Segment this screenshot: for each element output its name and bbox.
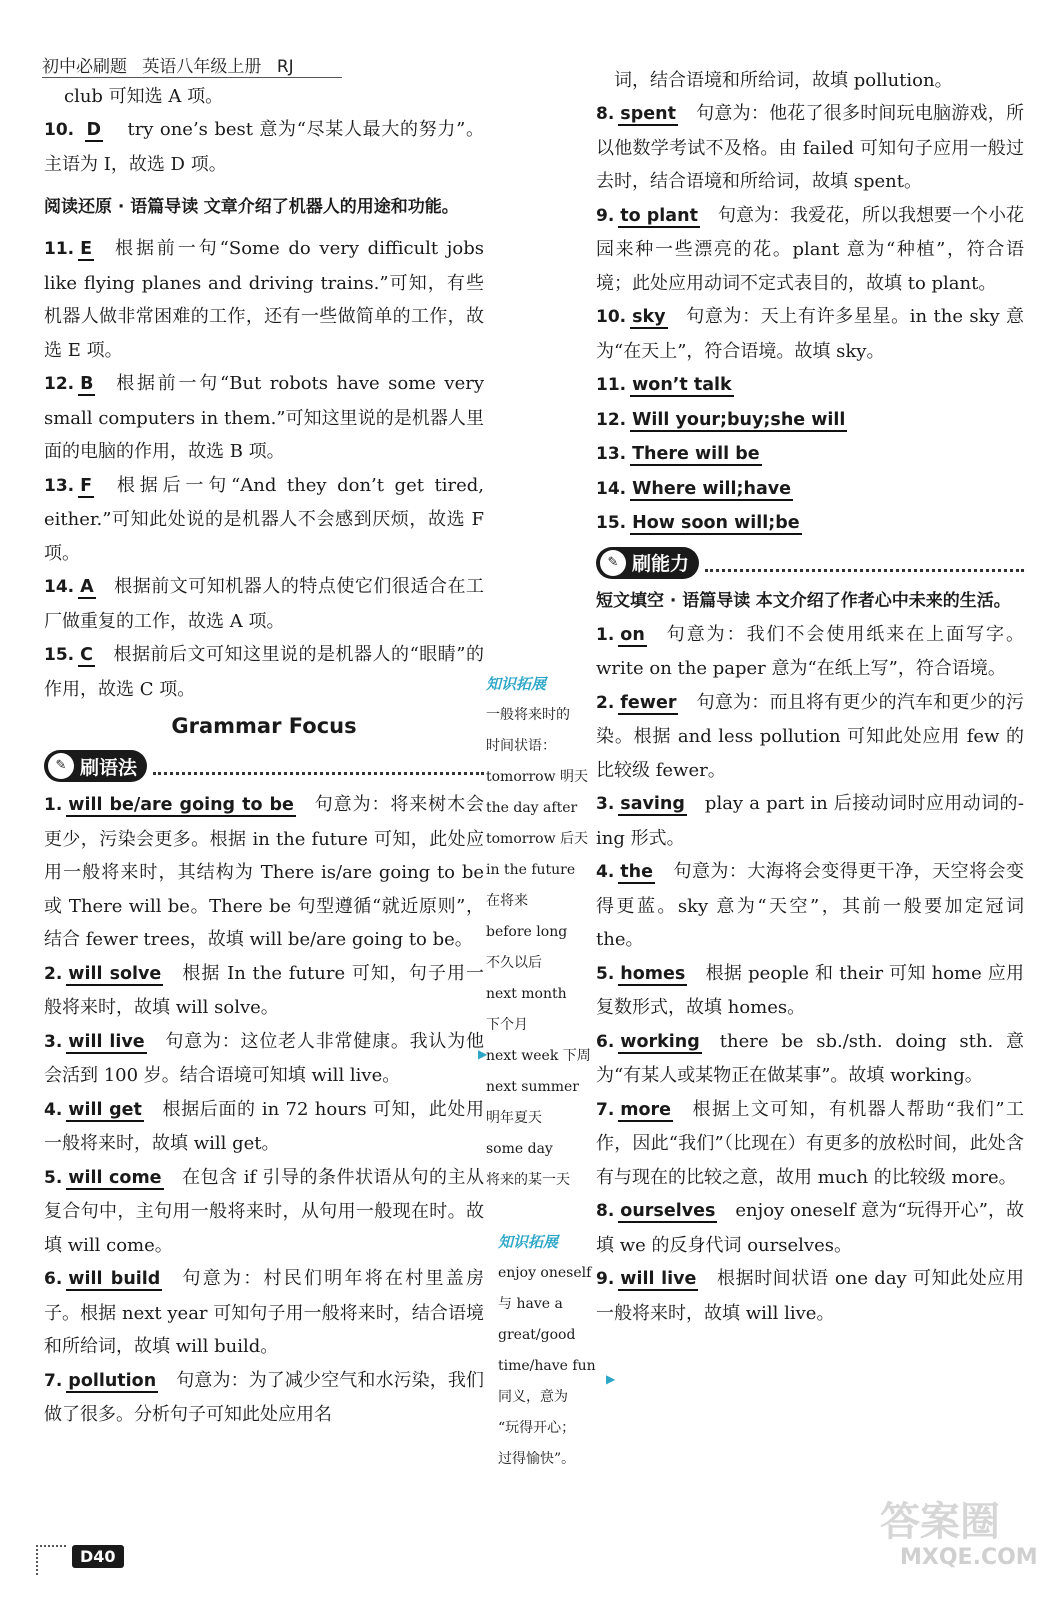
answer-key: There will be [632,444,760,464]
answer-key: will get [68,1099,142,1120]
answer-key: the [620,862,653,882]
answer-item: 7. pollution 句意为：为了减少空气和水污染，我们做了很多。分析句子可知此处应用名 [44,1369,484,1425]
side-note-title: 知识拓展 [486,675,547,693]
side-note-future-tense: 知识拓展 一般将来时的 时间状语： tomorrow 明天 the day after tomorrow 后天 in the future 在将来 before long 不久以后 next month 下个月 next week 下周 next summer 明年夏天 some day 将来的某一天 [486,672,592,1196]
answer-key: homes [620,963,686,984]
answer-key: on [620,624,645,645]
answer-item: 1. on 句意为：我们不会使用纸来在上面写字。write on the paper 意为“在纸上写”，符合语境。 [596,623,1024,679]
dotted-rule [705,554,1024,572]
answer-item: 14. Where will;have [596,478,792,499]
answer-item: 14. A 根据前文可知机器人的特点使它们很适合在工厂做重复的工作，故选 A 项。 [44,576,484,632]
answer-key: ourselves [620,1201,716,1221]
answer-item: 2. fewer 句意为：而且将有更少的汽车和更少的污染。根据 and less pollution 可知此处应用 few 的比较级 fewer。 [596,691,1024,781]
answer-key: will live [68,1031,145,1052]
answer-item: 15. C 根据前后文可知这里说的是机器人的“眼睛”的作用，故选 C 项。 [44,644,484,700]
answer-key: will build [68,1269,161,1289]
dotted-rule [153,757,484,775]
answer-key: sky [632,307,666,327]
subject-title: 英语八年级上册 [142,57,262,77]
answer-item: 1. will be/are going to be 句意为：将来树木会更少，污染会更多。根据 in the future 可知，此处应用一般将来时，其结构为 There is/are going to be 或 There will be。There be 句型遵循“就近原则”，结合 fewer trees，故填 will be/are going to be。 [44,794,484,950]
pointer-arrow-icon: ▶ [478,1047,488,1061]
answer-key: will solve [68,963,162,984]
edition-label: RJ [276,57,294,77]
answer-key: working [620,1031,700,1052]
watermark-logo: 答案圈 [880,1499,1000,1545]
section-heading-cloze: 短文填空 · 语篇导读 本文介绍了作者心中未来的生活。 [596,590,1011,611]
side-note-enjoy-oneself: 知识拓展 enjoy oneself 与 have a great/good time/have fun 同义，意为 “玩得开心； 过得愉快”。 [498,1230,598,1475]
answer-key: D [86,120,102,140]
answer-key: will be/are going to be [68,795,294,815]
answer-item: 8. spent 句意为：他花了很多时间玩电脑游戏，所以他数学考试不及格。由 failed 可知句子应用一般过去时，结合语境和所给词，故填 spent。 [596,103,1024,192]
answer-item: 5. will come 在包含 if 引导的条件状语从句的主从复合句中，主句用一般将来时，从句用一般现在时。故填 will come。 [44,1166,484,1256]
answer-key: spent [620,104,676,124]
answer-item: 9. will live 根据时间状语 one day 可知此处应用一般将来时，故填 will live。 [596,1268,1024,1324]
side-note-title: 知识拓展 [498,1233,559,1251]
answer-item: 11. E 根据前一句“Some do very difficult jobs like flying planes and driving trains.”可知，有些机器人做非常困难的工作，还有一些做简单的工作，故选 E 项。 [44,238,484,361]
answer-item: 13. There will be [596,444,760,464]
page-corner-mark [36,1545,66,1575]
answer-item: 4. will get 根据后面的 in 72 hours 可知，此处用一般将来时，故填 will get。 [44,1098,484,1154]
answer-key: fewer [620,692,677,713]
book-icon: ✎ [600,550,626,576]
answer-key: B [80,374,94,394]
answer-key: saving [620,794,685,814]
running-header [42,52,304,77]
right-intro: 词，结合语境和所给词，故填 pollution。 [614,70,953,91]
answer-key: to plant [620,205,698,226]
left-column [44,80,484,1432]
answer-key: C [80,645,93,665]
answer-item: 10. sky 句意为：天上有许多星星。in the sky 意为“在天上”，符合语境。故填 sky。 [596,306,1024,362]
answer-key: won’t talk [632,375,732,395]
answer-item: 15. How soon will;be [596,513,800,533]
answer-item: 11. won’t talk [596,375,732,395]
answer-item: 3. saving play a part in 后接动词时应用动词的-ing 形式。 [596,793,1024,849]
cloze-answers [596,618,1024,1331]
answer-item: 2. will solve 根据 In the future 可知，句子用一般将来时，故填 will solve。 [44,962,484,1018]
watermark-url: MXQE.COM [900,1545,1038,1570]
answer-item: 6. will build 句意为：村民们明年将在村里盖房子。根据 next year 可知句子用一般将来时，结合语境和所给词，故填 will build。 [44,1268,485,1357]
answer-key: more [620,1099,672,1120]
right-column [596,64,1024,1330]
answer-item: 4. the 句意为：大海将会变得更干净，天空将会变得更蓝。sky 意为“天空”，其前一般要加定冠词 the。 [596,861,1024,950]
grammar-focus-title: Grammar Focus [171,714,357,738]
fill-answers [596,97,1024,541]
answer-item: 10. D try one’s best 意为“尽某人最大的努力”。主语为 I，故选 D 项。 [44,119,484,175]
answer-key: Will your;buy;she will [632,409,846,430]
answer-item: 9. to plant 句意为：我爱花，所以我想要一个小花园来种一些漂亮的花。plant 意为“种植”，符合语境；此处应用动词不定式表目的，故填 to plant。 [596,204,1025,294]
answer-key: will live [620,1269,697,1289]
grammar-answers [44,788,484,1432]
header-rule [42,77,342,78]
book-icon: ✎ [48,753,74,779]
left-intro: club 可知选 A 项。 [64,86,224,107]
answer-key: pollution [68,1370,157,1391]
answer-item: 3. will live 句意为：这位老人非常健康。我认为他会活到 100 岁。结合语境可知填 will live。 [44,1030,485,1086]
badge-grammar: ✎ 刷语法 [44,748,484,784]
answer-key: A [80,577,94,597]
answer-item: 12. B 根据前一句“But robots have some very small computers in them.”可知这里说的是机器人里面的电脑的作用，故选 B 项。 [44,373,484,462]
book-title: 初中必刷题 [42,57,127,77]
reading-answers [44,232,484,706]
answer-item: 6. working there be sb./sth. doing sth. 意为“有某人或某物正在做某事”。故填 working。 [596,1030,1024,1086]
answer-item: 5. homes 根据 people 和 their 可知 home 应用复数形式，故填 homes。 [596,962,1024,1018]
answer-key: Where will;have [632,478,792,499]
answer-key: F [80,475,93,496]
answer-item: 13. F 根据后一句“And they don’t get tired, either.”可知此处说的是机器人不会感到厌烦，故选 F 项。 [44,474,484,564]
answer-key: E [80,239,93,259]
badge-ability: ✎ 刷能力 [596,545,1024,581]
answer-item: 8. ourselves enjoy oneself 意为“玩得开心”，故填 we 的反身代词 ourselves。 [596,1200,1024,1256]
pointer-arrow-icon: ▶ [606,1372,616,1386]
answer-item: 12. Will your;buy;she will [596,409,846,430]
section-heading-reading: 阅读还原 · 语篇导读 文章介绍了机器人的用途和功能。 [44,197,459,217]
answer-key: How soon will;be [632,513,800,533]
page-number: D40 [72,1545,124,1568]
answer-key: will come [68,1167,162,1188]
answer-item: 7. more 根据上文可知，有机器人帮助“我们”工作，因此“我们”（比现在）有更多的放松时间，此处含有与现在的比较之意，故用 much 的比较级 more。 [596,1098,1024,1188]
